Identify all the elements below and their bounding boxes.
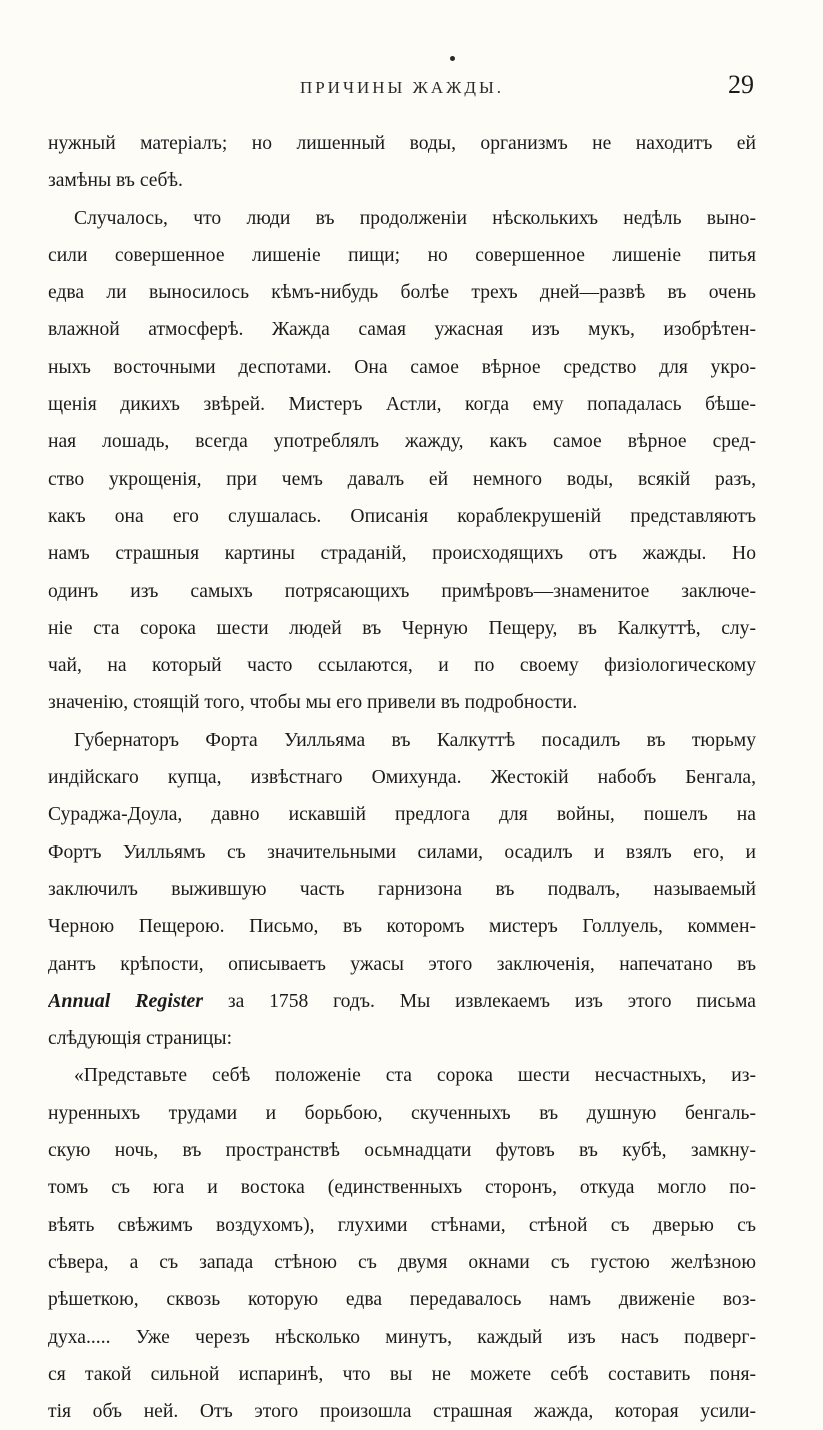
paragraph-start-line: Губернаторъ Форта Уилльяма въ Калкуттѣ посадилъ въ тюрьму: [74, 729, 756, 751]
text-line: индійскаго купца, извѣстнаго Омихунда. Жестокій набобъ Бенгала,: [48, 767, 756, 789]
page-ornament-dot: [450, 56, 455, 61]
text-line: рѣшеткою, сквозь которую едва передавалось намъ движеніе воз-: [48, 1289, 756, 1311]
text-line: намъ страшныя картины страданій, происходящихъ отъ жажды. Но: [48, 543, 756, 565]
text-line: сили совершенное лишеніе пищи; но совершенное лишеніе питья: [48, 244, 756, 266]
page-number: 29: [728, 70, 754, 99]
text-line: тія объ ней. Отъ этого произошла страшная жажда, которая усили-: [48, 1401, 756, 1423]
text-line: чай, на который часто ссылаются, и по своему физіологическому: [48, 655, 756, 677]
journal-title: Annual Register: [48, 989, 203, 1012]
text-line: дантъ крѣпости, описываетъ ужасы этого заключенія, напечатано въ: [48, 953, 756, 975]
text-line: влажной атмосферѣ. Жажда самая ужасная изъ мукъ, изобрѣтен-: [48, 319, 756, 341]
text-line: заключилъ выжившую часть гарнизона въ подвалъ, называемый: [48, 878, 756, 900]
text-line: одинъ изъ самыхъ потрясающихъ примѣровъ—знаменитое заключе-: [48, 580, 756, 602]
paragraph-start-line: Случалось, что люди въ продолженіи нѣсколькихъ недѣль выно-: [74, 207, 756, 229]
text-line: ство укрощенія, при чемъ давалъ ей немного воды, всякій разъ,: [48, 468, 756, 490]
text-line: щенія дикихъ звѣрей. Мистеръ Астли, когда ему попадалась бѣше-: [48, 394, 756, 416]
text-line: духа..... Уже черезъ нѣсколько минутъ, каждый изъ насъ подверг-: [48, 1326, 756, 1348]
text-line: ніе ста сорока шести людей въ Черную Пещеру, въ Калкуттѣ, слу-: [48, 617, 756, 639]
text-line: какъ она его слушалась. Описанія кораблекрушеній представляютъ: [48, 505, 756, 527]
page-header: [48, 70, 756, 106]
text-line: скую ночь, въ пространствѣ осьмнадцати футовъ въ кубѣ, замкну-: [48, 1140, 756, 1162]
body-text: [48, 125, 756, 1430]
text-line: замѣны въ себѣ.: [48, 170, 183, 192]
text-line-with-journal-title: [48, 983, 756, 1020]
text-line: значенію, стоящій того, чтобы мы его привели въ подробности.: [48, 692, 578, 714]
text-line: ная лошадь, всегда употреблялъ жажду, какъ самое вѣрное сред-: [48, 431, 756, 453]
text-line: слѣдующія страницы:: [48, 1028, 233, 1050]
text-line: Фортъ Уилльямъ съ значительными силами, осадилъ и взялъ его, и: [48, 841, 756, 863]
text-line: вѣять свѣжимъ воздухомъ), глухими стѣнами, стѣной съ дверью съ: [48, 1214, 756, 1236]
running-title: ПРИЧИНЫ ЖАЖДЫ.: [299, 78, 505, 97]
text-line: сѣвера, а съ запада стѣною съ двумя окнами съ густою желѣзною: [48, 1251, 756, 1273]
text-line: ныхъ восточными деспотами. Она самое вѣрное средство для укро-: [48, 356, 756, 378]
text-line: томъ съ юга и востока (единственныхъ сторонъ, откуда могло по-: [48, 1177, 756, 1199]
text-line: ся такой сильной испаринѣ, что вы не можете себѣ составить поня-: [48, 1363, 756, 1385]
text-line-remainder: за 1758 годъ. Мы извлекаемъ изъ этого письма: [227, 990, 756, 1012]
text-line: Черною Пещерою. Письмо, въ которомъ мистеръ Голлуель, коммен-: [48, 916, 756, 938]
text-line: едва ли выносилось кѣмъ-нибудь болѣе трехъ дней—развѣ въ очень: [48, 282, 756, 304]
text-line: нужный матеріалъ; но лишенный воды, организмъ не находитъ ей: [48, 133, 756, 154]
text-line: нуренныхъ трудами и борьбою, скученныхъ въ душную бенгаль-: [48, 1102, 756, 1124]
paragraph-start-line: «Представьте себѣ положеніе ста сорока шести несчастныхъ, из-: [74, 1065, 756, 1087]
text-line: Сураджа-Доула, давно искавшій предлога для войны, пошелъ на: [48, 804, 756, 826]
